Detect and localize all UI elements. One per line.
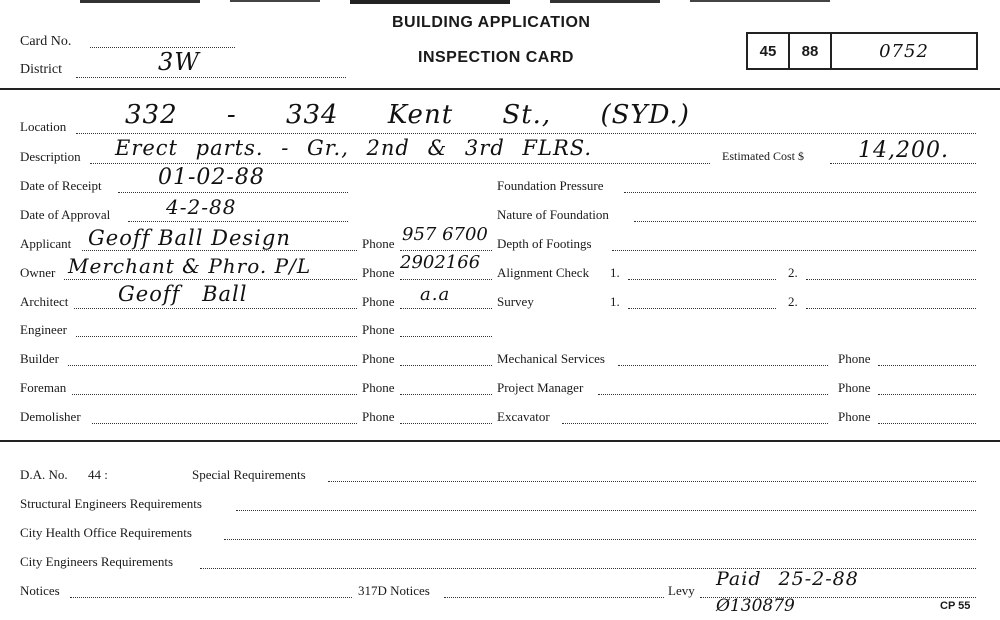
special-requirements-label: Special Requirements: [192, 467, 306, 482]
architect-phone-line: [400, 308, 492, 309]
builder-label: Builder: [20, 351, 59, 366]
survey-line2: [806, 308, 976, 309]
nature-foundation-label: Nature of Foundation: [497, 207, 609, 222]
location-value: 332 - 334 Kent St., (SYD.): [125, 100, 690, 130]
project-manager-phone-line: [878, 394, 976, 395]
date-receipt-line: [118, 192, 348, 193]
mechanical-label: Mechanical Services: [497, 351, 605, 366]
foreman-phone-label: Phone: [362, 380, 395, 395]
alignment-check-line2: [806, 279, 976, 280]
date-approval-value: 4-2-88: [166, 195, 237, 219]
excavator-label: Excavator: [497, 409, 550, 424]
levy-label: Levy: [668, 583, 695, 598]
survey-label: Survey: [497, 294, 534, 309]
engineer-label: Engineer: [20, 322, 67, 337]
receipt-number-value: Ø130879: [716, 596, 795, 616]
levy-value: Paid 25-2-88: [716, 568, 859, 590]
estimated-cost-line: [830, 163, 976, 164]
owner-phone-label: Phone: [362, 265, 395, 280]
alignment-check-num1: 1.: [610, 265, 620, 280]
mechanical-line: [618, 365, 828, 366]
date-receipt-label: Date of Receipt: [20, 178, 102, 193]
description-label: Description: [20, 149, 81, 164]
architect-line: [74, 308, 357, 309]
demolisher-label: Demolisher: [20, 409, 81, 424]
form-title-line1: BUILDING APPLICATION: [392, 14, 591, 31]
demolisher-phone-line: [400, 423, 492, 424]
header-divider: [0, 88, 1000, 90]
date-approval-line: [128, 221, 348, 222]
applicant-label: Applicant: [20, 236, 72, 251]
description-line: [90, 163, 710, 164]
depth-footings-line: [612, 250, 976, 251]
foundation-pressure-label: Foundation Pressure: [497, 178, 604, 193]
engineer-line: [76, 336, 357, 337]
excavator-phone-label: Phone: [838, 409, 871, 424]
city-engineers-label: City Engineers Requirements: [20, 554, 174, 569]
engineer-phone-label: Phone: [362, 322, 395, 337]
health-label: City Health Office Requirements: [20, 525, 192, 540]
notices-317d-line: [444, 597, 664, 598]
card-serial-value: 0752: [879, 40, 929, 62]
mechanical-phone-label: Phone: [838, 351, 871, 366]
project-manager-phone-label: Phone: [838, 380, 871, 395]
depth-footings-label: Depth of Footings: [497, 236, 592, 251]
survey-num1: 1.: [610, 294, 620, 309]
section-divider: [0, 440, 1000, 442]
box-number: [830, 32, 978, 70]
health-line: [224, 539, 976, 540]
special-requirements-line: [328, 481, 976, 482]
builder-phone-label: Phone: [362, 351, 395, 366]
excavator-line: [562, 423, 828, 424]
foreman-label: Foreman: [20, 380, 67, 395]
estimated-cost-value: 14,200.: [858, 138, 949, 163]
estimated-cost-label: Estimated Cost $: [722, 149, 804, 163]
structural-line: [236, 510, 976, 511]
city-engineers-line: [200, 568, 976, 569]
alignment-check-label: Alignment Check: [497, 265, 590, 280]
alignment-check-num2: 2.: [788, 265, 798, 280]
mechanical-phone-line: [878, 365, 976, 366]
description-value: Erect parts. - Gr., 2nd & 3rd FLRS.: [115, 136, 593, 160]
architect-phone-label: Phone: [362, 294, 395, 309]
architect-phone-value: a.a: [420, 284, 451, 305]
applicant-line: [82, 250, 357, 251]
applicant-phone-line: [400, 250, 492, 251]
nature-foundation-line: [634, 221, 976, 222]
card-no-label: Card No.: [20, 34, 72, 49]
alignment-check-line1: [628, 279, 776, 280]
district-label: District: [20, 62, 62, 77]
form-title-line2: INSPECTION CARD: [418, 49, 574, 66]
foreman-phone-line: [400, 394, 492, 395]
form-code: CP 55: [940, 600, 971, 612]
location-line: [76, 133, 976, 134]
engineer-phone-line: [400, 336, 492, 337]
architect-value: Geoff Ball: [118, 282, 248, 306]
applicant-phone-label: Phone: [362, 236, 395, 251]
applicant-phone-value: 957 6700: [402, 224, 488, 245]
foreman-line: [72, 394, 357, 395]
owner-phone-line: [400, 279, 492, 280]
notices-line: [70, 597, 352, 598]
foundation-pressure-line: [624, 192, 976, 193]
architect-label: Architect: [20, 294, 69, 309]
survey-line1: [628, 308, 776, 309]
notices-317d-label: 317D Notices: [358, 583, 430, 598]
scan-edge-marks: [80, 0, 840, 6]
date-receipt-value: 01-02-88: [158, 165, 265, 190]
applicant-value: Geoff Ball Design: [88, 226, 291, 250]
district-line: [76, 77, 346, 78]
da-no-value: 44 :: [88, 467, 108, 482]
structural-label: Structural Engineers Requirements: [20, 496, 202, 511]
district-value: 3W: [158, 48, 200, 76]
da-no-label: D.A. No.: [20, 467, 68, 482]
owner-label: Owner: [20, 265, 56, 280]
builder-line: [68, 365, 357, 366]
owner-phone-value: 2902166: [400, 252, 481, 273]
location-label: Location: [20, 119, 67, 134]
notices-label: Notices: [20, 583, 60, 598]
project-manager-line: [598, 394, 828, 395]
demolisher-line: [92, 423, 357, 424]
excavator-phone-line: [878, 423, 976, 424]
owner-value: Merchant & Phro. P/L: [68, 254, 312, 278]
project-manager-label: Project Manager: [497, 380, 584, 395]
survey-num2: 2.: [788, 294, 798, 309]
builder-phone-line: [400, 365, 492, 366]
owner-line: [64, 279, 357, 280]
box-88: 88: [788, 32, 832, 70]
demolisher-phone-label: Phone: [362, 409, 395, 424]
date-approval-label: Date of Approval: [20, 207, 111, 222]
box-45: 45: [746, 32, 790, 70]
